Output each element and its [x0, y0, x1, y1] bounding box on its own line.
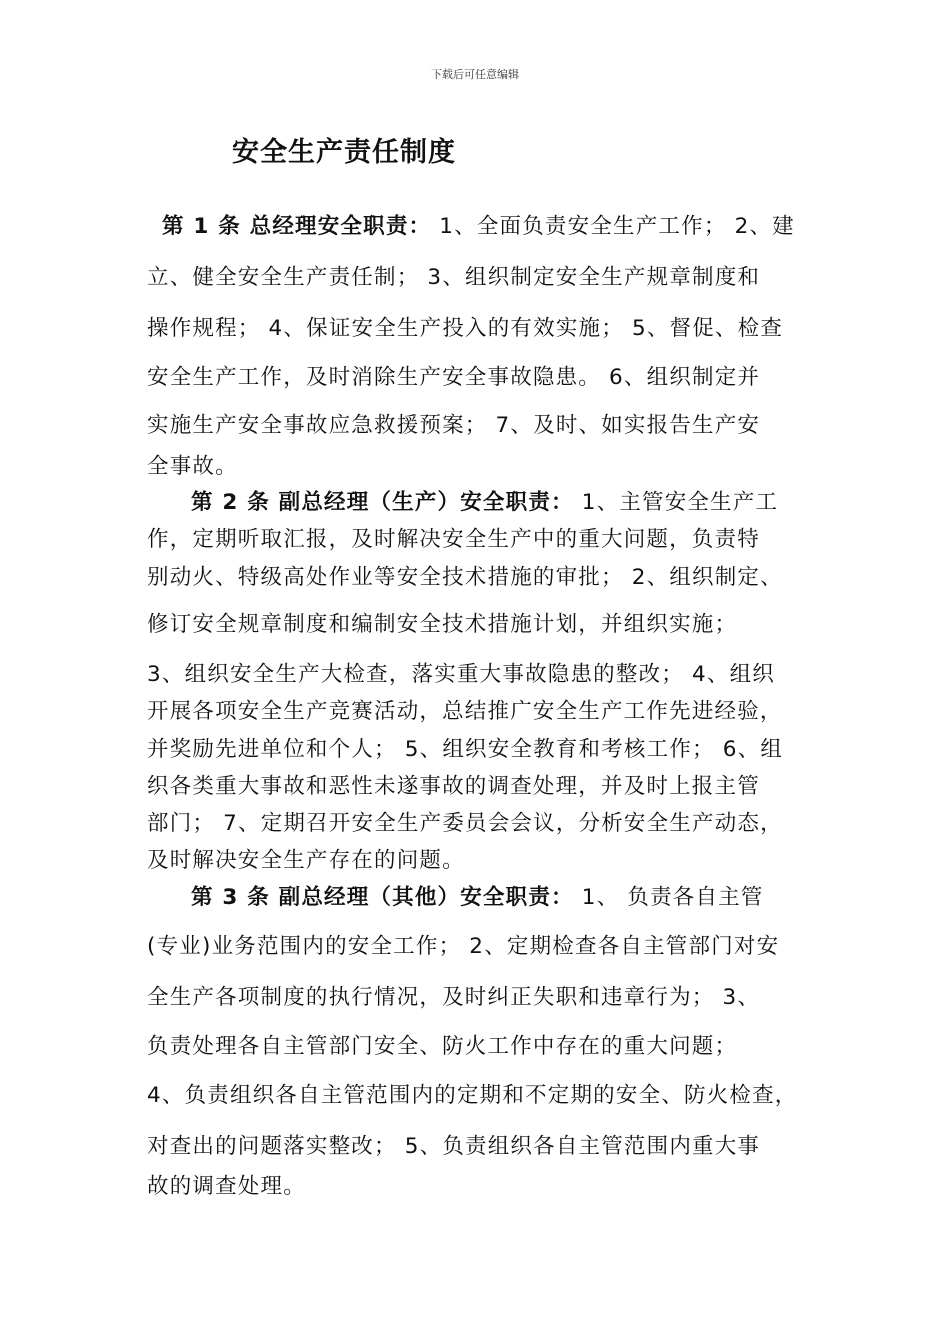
- text-line: [191, 880, 871, 911]
- line-text: 安全生产工作，及时消除生产安全事故隐患。 6、组织制定并: [147, 365, 761, 390]
- line-text: 1、主管安全生产工: [573, 490, 779, 515]
- line-text: 及时解决安全生产存在的问题。: [147, 848, 465, 873]
- text-line: [147, 1029, 827, 1060]
- text-line: [147, 929, 827, 960]
- line-text: 操作规程； 4、保证安全生产投入的有效实施； 5、督促、检查: [147, 316, 784, 341]
- line-text: 修订安全规章制度和编制安全技术措施计划，并组织实施；: [147, 612, 738, 637]
- line-text: 全生产各项制度的执行情况，及时纠正失职和违章行为； 3、: [147, 985, 761, 1010]
- line-text: 织各类重大事故和恶性未遂事故的调查处理，并及时上报主管: [147, 774, 760, 799]
- text-line: [147, 560, 827, 591]
- line-text: 故的调查处理。: [147, 1174, 306, 1199]
- line-text: 部门； 7、定期召开安全生产委员会会议，分析安全生产动态，: [147, 811, 783, 836]
- text-line: [147, 1078, 827, 1109]
- text-line: [191, 485, 871, 516]
- article-heading: 第 1 条 总经理安全职责：: [162, 214, 432, 239]
- line-text: 4、负责组织各自主管范围内的定期和不定期的安全、防火检查，: [147, 1083, 798, 1108]
- text-line: [147, 657, 827, 688]
- line-text: 并奖励先进单位和个人； 5、组织安全教育和考核工作； 6、组: [147, 737, 784, 762]
- text-line: [147, 980, 827, 1011]
- line-text: 负责处理各自主管部门安全、防火工作中存在的重大问题；: [147, 1034, 738, 1059]
- text-line: [147, 1129, 827, 1160]
- text-line: [147, 843, 827, 874]
- text-line: [147, 522, 827, 553]
- line-text: 立、健全安全生产责任制； 3、组织制定安全生产规章制度和: [147, 265, 761, 290]
- line-text: 1、 负责各自主管: [573, 885, 764, 910]
- text-line: [147, 769, 827, 800]
- line-text: 1、全面负责安全生产工作； 2、建: [431, 214, 795, 239]
- article-heading: 第 2 条 副总经理（生产）安全职责：: [191, 490, 574, 515]
- text-line: [147, 1169, 827, 1200]
- line-text: 别动火、特级高处作业等安全技术措施的审批； 2、组织制定、: [147, 565, 783, 590]
- text-line: [147, 408, 827, 439]
- line-text: (专业)业务范围内的安全工作； 2、定期检查各自主管部门对安: [147, 934, 780, 959]
- text-line: [147, 311, 827, 342]
- line-text: 全事故。: [147, 454, 238, 479]
- text-line: [162, 209, 842, 240]
- line-text: 实施生产安全事故应急救援预案； 7、及时、如实报告生产安: [147, 413, 761, 438]
- line-text: 开展各项安全生产竞赛活动，总结推广安全生产工作先进经验，: [147, 699, 783, 724]
- header-note: 下载后可任意编辑: [431, 68, 519, 81]
- text-line: [147, 732, 827, 763]
- text-line: [147, 260, 827, 291]
- line-text: 对查出的问题落实整改； 5、负责组织各自主管范围内重大事: [147, 1134, 761, 1159]
- line-text: 3、组织安全生产大检查，落实重大事故隐患的整改； 4、组织: [147, 662, 775, 687]
- text-line: [147, 360, 827, 391]
- text-line: [147, 449, 827, 480]
- page-title: 安全生产责任制度: [232, 137, 456, 168]
- text-line: [147, 694, 827, 725]
- article-heading: 第 3 条 副总经理（其他）安全职责：: [191, 885, 574, 910]
- text-line: [147, 607, 827, 638]
- text-line: [147, 806, 827, 837]
- line-text: 作，定期听取汇报，及时解决安全生产中的重大问题，负责特: [147, 527, 760, 552]
